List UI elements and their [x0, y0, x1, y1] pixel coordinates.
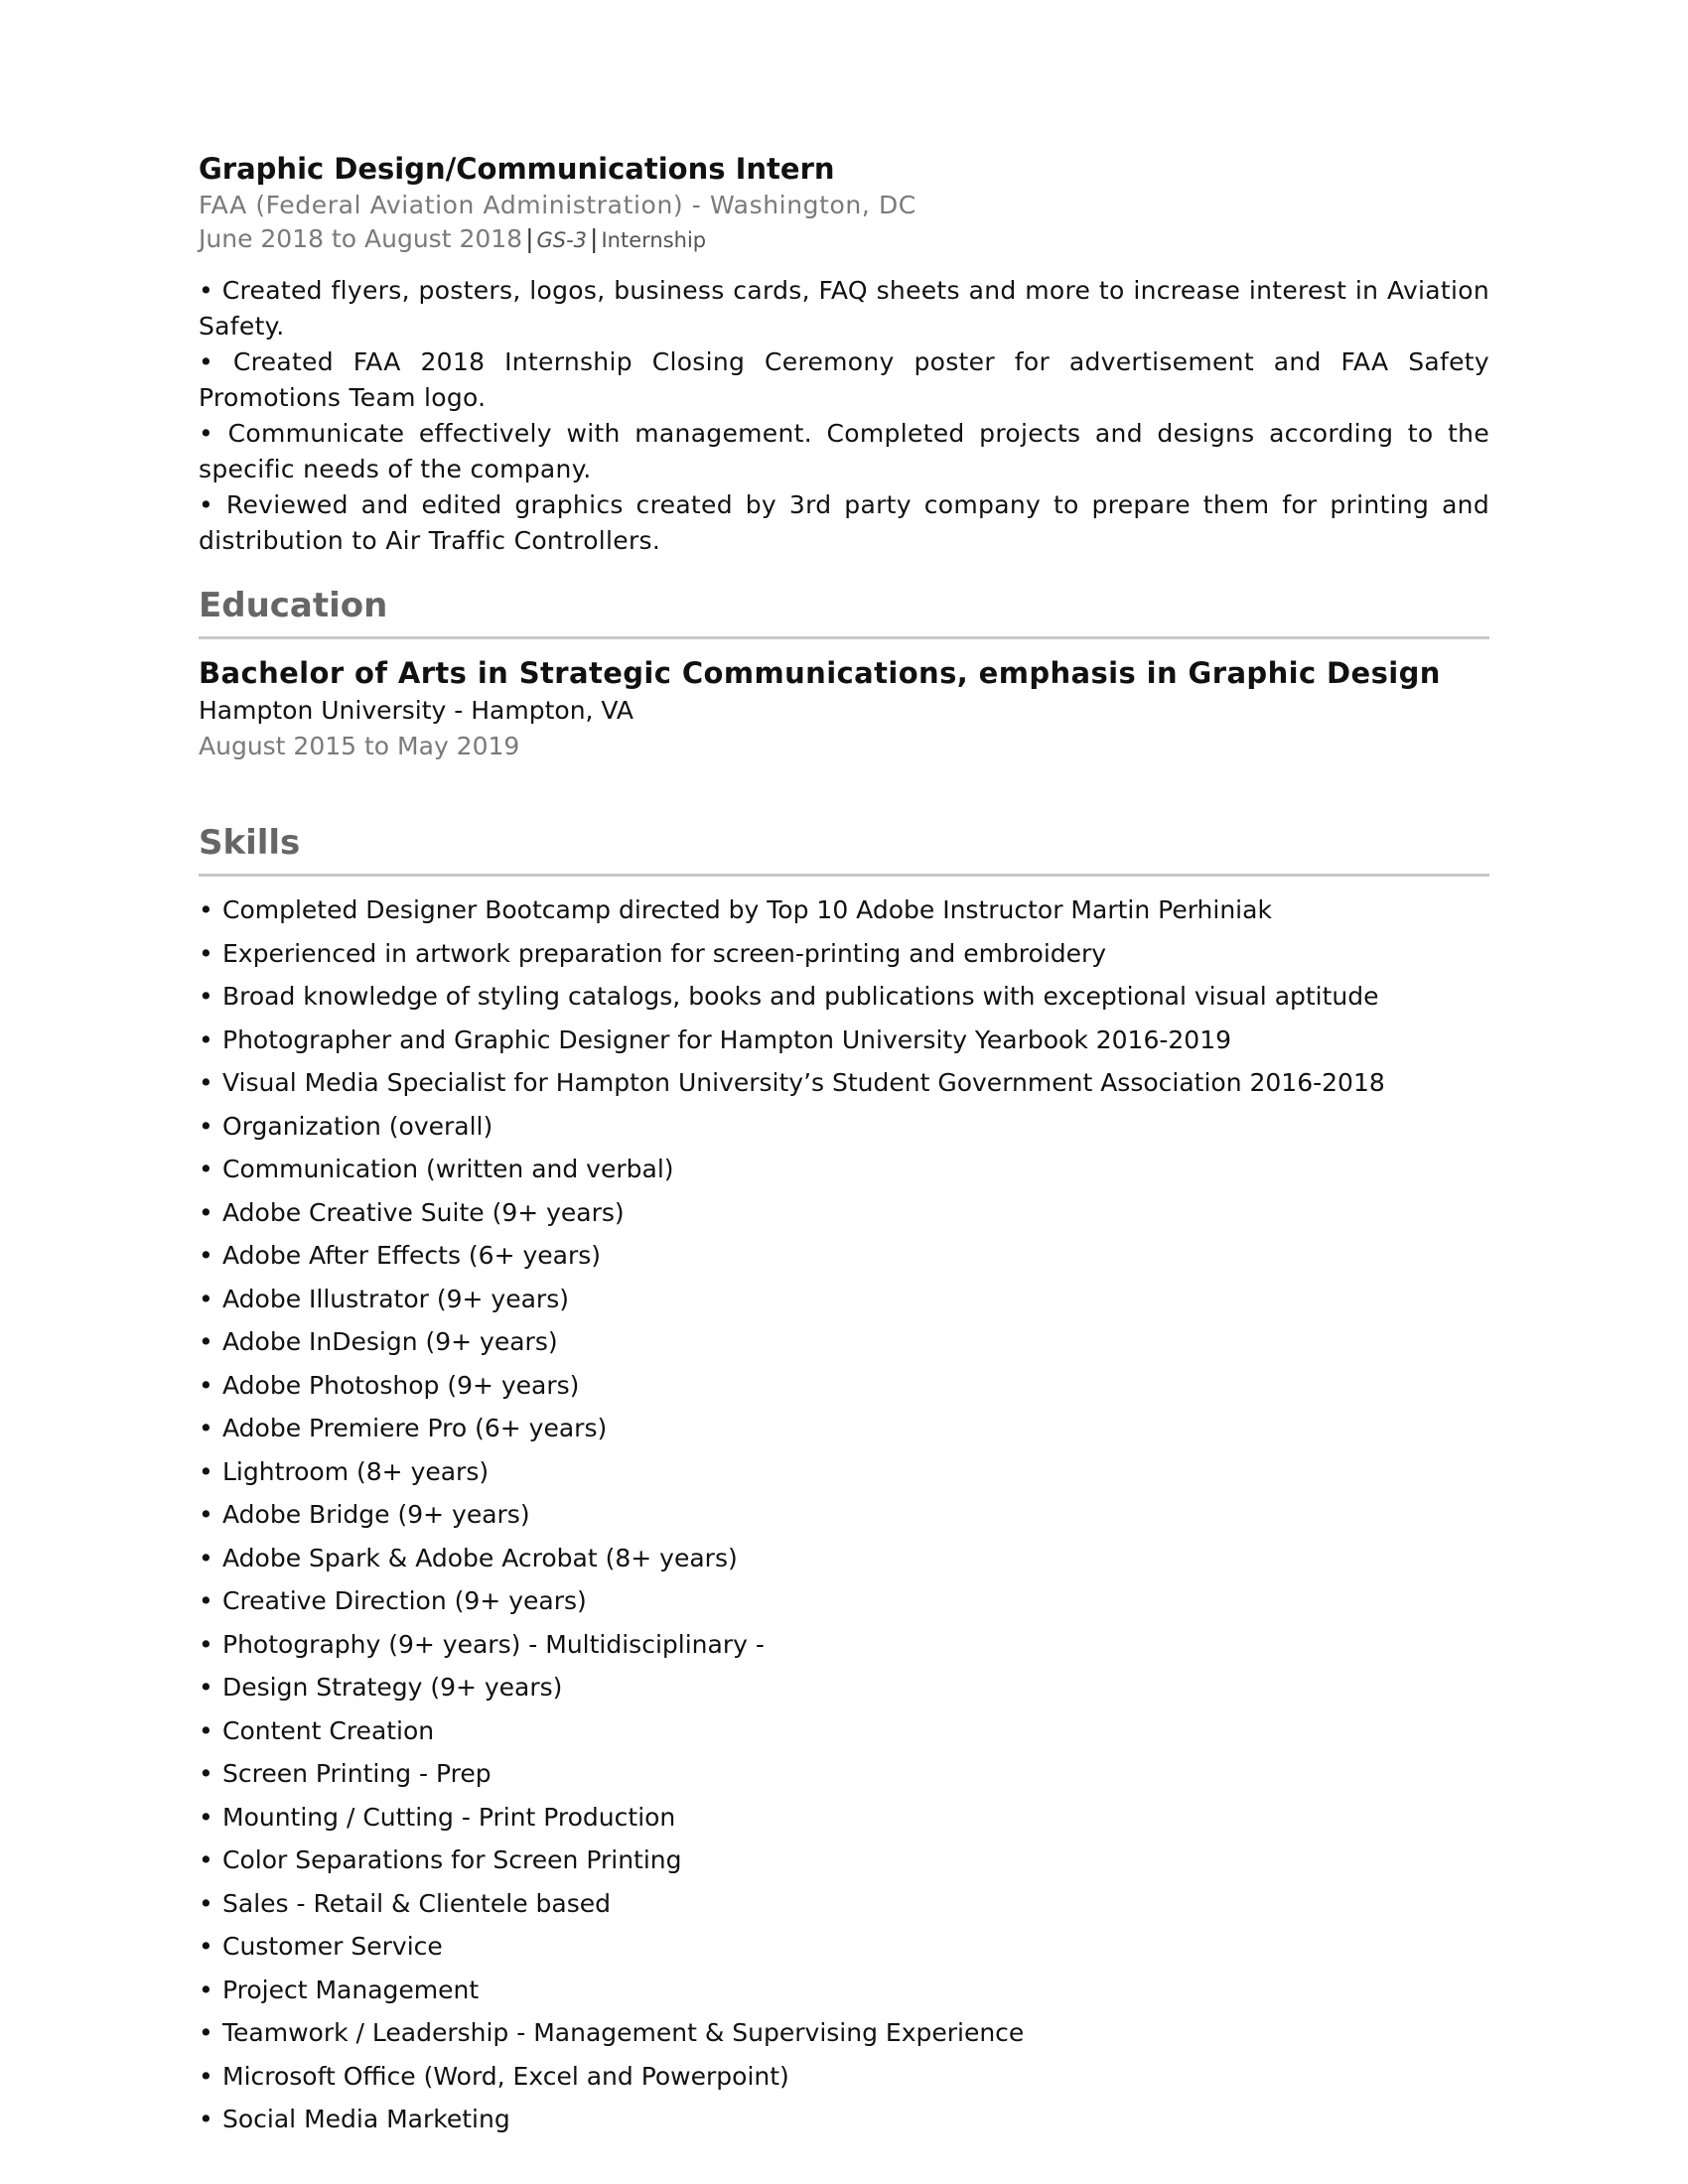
bullet-icon: •	[199, 1456, 213, 1486]
bullet-icon: •	[199, 982, 213, 1011]
experience-entry	[199, 149, 1489, 559]
skill-label: Communication (written and verbal)	[222, 1155, 674, 1183]
bullet-icon: •	[199, 1068, 213, 1097]
skill-item	[199, 1450, 1489, 1494]
skill-label: Design Strategy (9+ years)	[222, 1673, 563, 1702]
skill-item	[199, 975, 1489, 1019]
skill-item	[199, 1234, 1489, 1278]
job-bullet: • Communicate effectively with management. Completed projects and designs according to the specific needs of the company.	[199, 419, 1489, 483]
job-grade: GS-3	[536, 228, 588, 252]
bullet-icon: •	[199, 1888, 213, 1918]
bullet-icon: •	[199, 1715, 213, 1745]
skill-item	[199, 1105, 1489, 1149]
education-dates: August 2015 to May 2019	[199, 732, 520, 760]
skill-item	[199, 932, 1489, 976]
skill-label: Visual Media Specialist for Hampton University’s Student Government Association 2016-2018	[222, 1068, 1385, 1097]
skill-item	[199, 1364, 1489, 1408]
skill-label: Adobe Creative Suite (9+ years)	[222, 1197, 625, 1227]
school-name: Hampton University - Hampton, VA	[199, 696, 634, 725]
skill-item	[199, 1839, 1489, 1882]
bullet-icon: •	[199, 1673, 213, 1702]
skill-item	[199, 1537, 1489, 1580]
bullet-icon: •	[199, 1500, 213, 1529]
skill-item	[199, 1882, 1489, 1926]
skill-item	[199, 1061, 1489, 1105]
skill-label: Photographer and Graphic Designer for Hampton University Yearbook 2016-2019	[222, 1024, 1232, 1054]
skill-label: Adobe After Effects (6+ years)	[222, 1241, 602, 1270]
skill-label: Organization (overall)	[222, 1111, 493, 1141]
degree-title: Bachelor of Arts in Strategic Communications, emphasis in Graphic Design	[199, 656, 1441, 690]
bullet-icon: •	[199, 2018, 213, 2047]
bullet-icon: •	[199, 1370, 213, 1400]
skill-label: Creative Direction (9+ years)	[222, 1586, 587, 1615]
skill-label: Photography (9+ years) - Multidisciplinary -	[222, 1629, 765, 1659]
skill-label: Adobe Spark & Adobe Acrobat (8+ years)	[222, 1543, 738, 1572]
bullet-icon: •	[199, 1241, 213, 1270]
skill-label: Adobe Premiere Pro (6+ years)	[222, 1414, 608, 1442]
skill-item	[199, 1969, 1489, 2012]
bullet-icon: •	[199, 1197, 213, 1227]
skill-label: Teamwork / Leadership - Management & Supervising Experience	[222, 2018, 1025, 2047]
job-organization: FAA (Federal Aviation Administration) - Washington, DC	[199, 191, 916, 219]
skill-item	[199, 1019, 1489, 1062]
skill-item	[199, 1278, 1489, 1321]
bullet-icon: •	[199, 1759, 213, 1788]
skill-item	[199, 2098, 1489, 2141]
job-bullet: • Created FAA 2018 Internship Closing Ceremony poster for advertisement and FAA Safety Promotions Team logo.	[199, 347, 1489, 412]
skill-item	[199, 1623, 1489, 1667]
skill-label: Completed Designer Bootcamp directed by Top 10 Adobe Instructor Martin Perhiniak	[222, 895, 1272, 924]
skill-label: Social Media Marketing	[222, 2105, 510, 2133]
bullet-icon: •	[199, 2105, 213, 2133]
skills-section	[199, 820, 1489, 2141]
bullet-icon: •	[199, 1586, 213, 1615]
job-dates: June 2018 to August 2018	[199, 224, 523, 253]
skill-item	[199, 1579, 1489, 1623]
bullet-icon: •	[199, 1845, 213, 1874]
skills-heading: Skills	[199, 820, 1489, 877]
bullet-icon: •	[199, 1024, 213, 1054]
skill-item	[199, 1752, 1489, 1796]
job-bullet: • Reviewed and edited graphics created by 3rd party company to prepare them for printing and distribution to Air Traffic Controllers.	[199, 490, 1489, 555]
job-description	[199, 273, 1489, 559]
separator: |	[525, 224, 534, 253]
bullet-icon: •	[199, 1414, 213, 1442]
bullet-icon: •	[199, 938, 213, 968]
bullet-icon: •	[199, 1543, 213, 1572]
skills-list	[199, 888, 1489, 2141]
bullet-icon: •	[199, 2061, 213, 2091]
skill-item	[199, 2011, 1489, 2055]
skill-label: Experienced in artwork preparation for screen-printing and embroidery	[222, 938, 1107, 968]
job-type: Internship	[601, 228, 707, 252]
skill-label: Lightroom (8+ years)	[222, 1456, 490, 1486]
skill-item	[199, 2055, 1489, 2099]
skill-item	[199, 1407, 1489, 1450]
bullet-icon: •	[199, 1975, 213, 2004]
skill-item	[199, 888, 1489, 932]
bullet-icon: •	[199, 1111, 213, 1141]
job-meta	[199, 222, 1489, 257]
skill-item	[199, 1191, 1489, 1235]
skill-item	[199, 1709, 1489, 1753]
skill-item	[199, 1666, 1489, 1709]
skill-label: Content Creation	[222, 1715, 435, 1745]
skill-label: Adobe Illustrator (9+ years)	[222, 1284, 569, 1313]
skill-label: Customer Service	[222, 1932, 443, 1961]
bullet-icon: •	[199, 1284, 213, 1313]
skill-item	[199, 1320, 1489, 1364]
skill-label: Adobe Photoshop (9+ years)	[222, 1370, 580, 1400]
bullet-icon: •	[199, 1932, 213, 1961]
skill-item	[199, 1925, 1489, 1969]
skill-label: Microsoft Office (Word, Excel and Powerpoint)	[222, 2061, 789, 2091]
skill-label: Project Management	[222, 1975, 480, 2004]
skill-label: Sales - Retail & Clientele based	[222, 1888, 611, 1918]
job-bullet: • Created flyers, posters, logos, business cards, FAQ sheets and more to increase interest in Aviation Safety.	[199, 276, 1489, 341]
skill-label: Color Separations for Screen Printing	[222, 1845, 682, 1874]
skill-label: Adobe Bridge (9+ years)	[222, 1500, 530, 1529]
skill-label: Broad knowledge of styling catalogs, books and publications with exceptional visual aptitude	[222, 982, 1379, 1011]
skill-item	[199, 1796, 1489, 1840]
skill-label: Adobe InDesign (9+ years)	[222, 1327, 558, 1356]
skill-label: Mounting / Cutting - Print Production	[222, 1802, 676, 1832]
skill-item	[199, 1493, 1489, 1537]
separator: |	[590, 224, 599, 253]
education-heading: Education	[199, 583, 1489, 639]
bullet-icon: •	[199, 1629, 213, 1659]
skill-label: Screen Printing - Prep	[222, 1759, 492, 1788]
education-section	[199, 583, 1489, 764]
bullet-icon: •	[199, 1155, 213, 1183]
bullet-icon: •	[199, 895, 213, 924]
bullet-icon: •	[199, 1802, 213, 1832]
resume-page	[199, 149, 1489, 2141]
bullet-icon: •	[199, 1327, 213, 1356]
job-title: Graphic Design/Communications Intern	[199, 152, 835, 186]
skill-item	[199, 1148, 1489, 1191]
